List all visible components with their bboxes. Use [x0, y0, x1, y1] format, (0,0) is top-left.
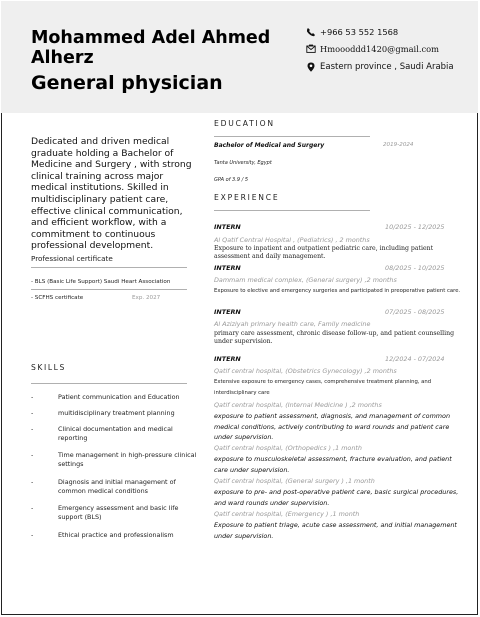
rotation-place: Qatif central hospital, (Orthopedics ) ,1 month: [214, 444, 362, 452]
rotation-place: Qatif central hospital, (General surgery ) ,1 month: [214, 477, 375, 485]
rotation-description: exposure to musculoskeletal assessment, fracture evaluation, and patient care under supervision.: [214, 455, 452, 474]
rotation-place: Qatif central hospital, (Internal Medicine ) ,2 months: [214, 401, 382, 409]
job-description: primary care assessment, chronic disease follow-up, and patient counselling under supervision.: [214, 330, 455, 346]
job-title: INTERN: [214, 308, 241, 316]
skill-text: multidisciplinary treatment planning: [58, 409, 175, 417]
phone-number: +966 53 552 1568: [320, 27, 399, 37]
certificate-item: [31, 279, 170, 285]
job-description: Exposure to inpatient and outpatient pediatric care, including patient assessment and daily management.: [214, 245, 434, 261]
experience-heading: EXPERIENCE: [214, 193, 280, 202]
job-description: Extensive exposure to emergency cases, comprehensive treatment planning, and interdisciplinary care: [214, 379, 432, 396]
phone-icon: [306, 27, 316, 37]
job-description: Exposure to elective and emergency surgeries and participated in preoperative patient care.: [214, 288, 461, 294]
job-place: Al Aziziyah primary health care, Family medicine: [214, 320, 371, 328]
job-place: Dammam medical complex, (General surgery) ,2 months: [214, 276, 397, 284]
certificates-heading: Professional certificate: [31, 254, 113, 263]
job-place: Al Qatif Central Hospital , (Pediatrics) , 2 months: [214, 236, 370, 244]
job-title-heading: General physician: [31, 72, 223, 94]
job-title: INTERN: [214, 355, 241, 363]
rotation-description: Exposure to patient triage, acute case assessment, and initial management under supervision.: [214, 521, 457, 540]
skill-text: Diagnosis and initial management of common medical conditions: [58, 478, 176, 495]
certificate-item: [31, 295, 201, 301]
job-dates: 07/2025 - 08/2025: [385, 308, 445, 316]
certificates-divider: [31, 289, 187, 290]
location-pin-icon: [306, 62, 316, 72]
location-text: Eastern province , Saudi Arabia: [320, 62, 454, 72]
skill-text: Clinical documentation and medical reporting: [58, 425, 173, 442]
skills-divider: [31, 383, 187, 384]
skill-text: Patient communication and Education: [58, 393, 180, 401]
job-dates: 08/2025 - 10/2025: [385, 264, 445, 272]
skills-heading: SKILLS: [31, 363, 66, 372]
certificate-label: - SCFHS certificate: [31, 295, 84, 301]
education-dates: 2019-2024: [383, 142, 414, 148]
rotation-description: exposure to patient assessment, diagnosis, and management of common medical conditions, actively contributing to ward rounds and patient care under supervision.: [214, 412, 450, 442]
email-contact: [306, 44, 439, 54]
email-icon: [306, 44, 316, 54]
certificate-expiry: Exp. 2027: [132, 295, 161, 301]
rotation-place: Qatif central hospital, (Emergency ) ,1 month: [214, 510, 360, 518]
profile-summary: Dedicated and driven medical graduate holding a Bachelor of Medicine and Surgery , with strong clinical training across major medical institutions. Skilled in multidisciplinary patient care, effective clinical communication, and efficient workflow, with a commitment to continuous professional development.: [31, 136, 192, 252]
education-gpa: GPA of 3.9 / 5: [214, 177, 249, 183]
job-title: INTERN: [214, 264, 241, 272]
skill-text: Time management in high-pressure clinical settings: [58, 451, 197, 468]
education-university: Tanta University, Egypt: [214, 160, 272, 166]
email-address[interactable]: Hmoooddd1420@gmail.com: [320, 44, 440, 54]
job-place: Qatif central hospital, (Obstetrics Gynecology) ,2 months: [214, 367, 397, 375]
location-contact: [306, 62, 454, 72]
rotation-description: exposure to pre- and post-operative patient care, basic surgical procedures, and ward rounds under supervision.: [214, 488, 459, 507]
candidate-name: Mohammed Adel Ahmed Alherz: [31, 28, 271, 68]
skill-text: Emergency assessment and basic life support (BLS): [58, 504, 179, 521]
job-dates: 12/2024 - 07/2024: [385, 355, 445, 363]
phone-contact: [306, 27, 398, 37]
experience-divider: [214, 210, 370, 211]
certificate-label: - BLS (Basic Life Support) Saudi Heart Association: [31, 279, 171, 285]
skill-text: Ethical practice and professionalism: [58, 531, 174, 539]
job-dates: 10/2025 - 12/2025: [385, 223, 445, 231]
education-degree: Bachelor of Medical and Surgery: [214, 142, 325, 149]
education-divider: [214, 136, 370, 137]
certificates-divider: [31, 267, 187, 268]
education-heading: EDUCATION: [214, 119, 275, 128]
job-title: INTERN: [214, 223, 241, 231]
